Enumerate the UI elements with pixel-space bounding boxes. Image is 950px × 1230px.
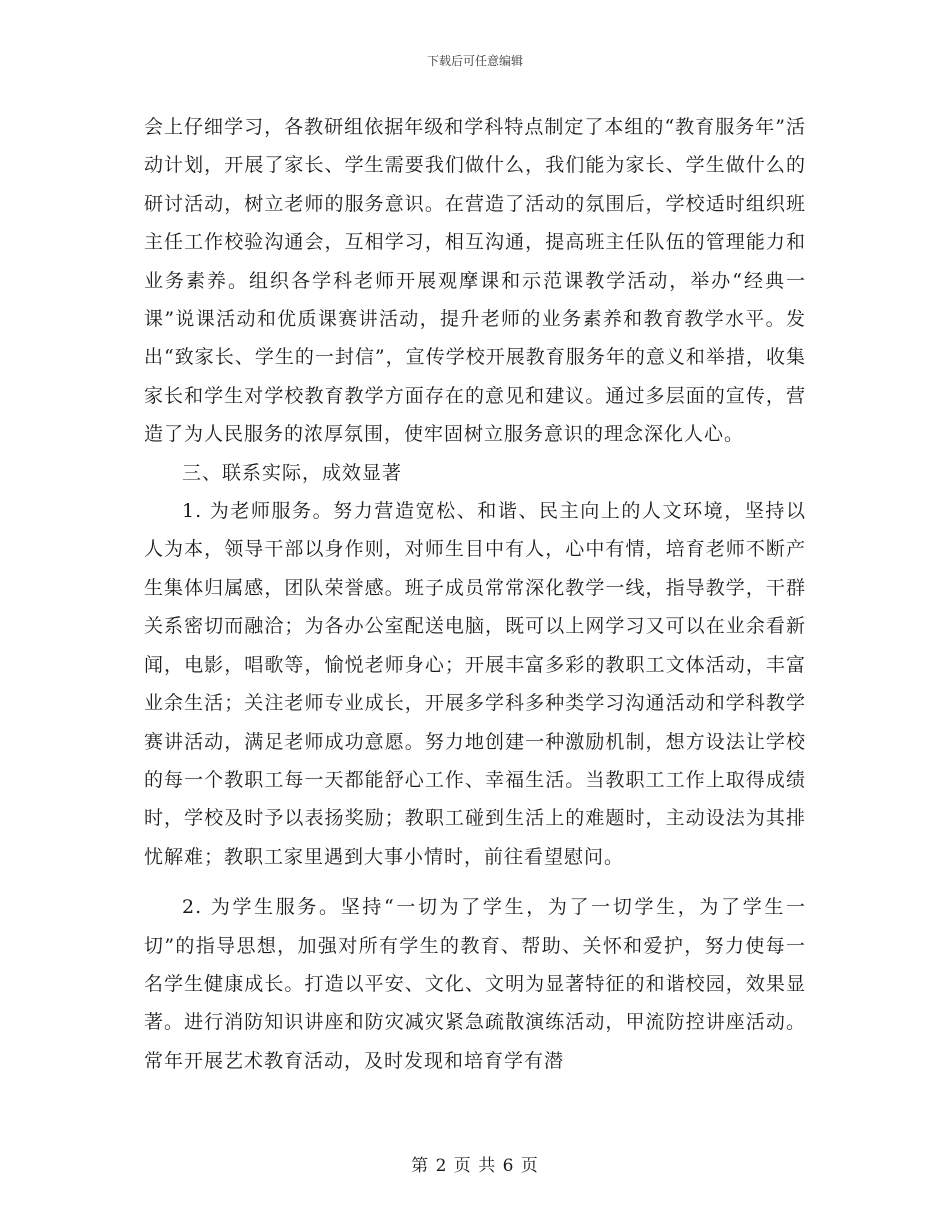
document-body	[144, 108, 806, 1080]
page-number: 第 2 页 共 6 页	[411, 1156, 539, 1176]
paragraph-student-service: 2. 为学生服务。坚持“一切为了学生，为了一切学生，为了学生一切”的指导思想，加强对所有学生的教育、帮助、关怀和爱护，努力使每一名学生健康成长。打造以平安、文化、文明为显著特征的和谐校园，效果显著。进行消防知识讲座和防灾减灾紧急疏散演练活动，甲流防控讲座活动。常年开展艺术教育活动，及时发现和培育学有潜	[144, 896, 806, 1072]
paragraph-teacher-service: 1. 为老师服务。努力营造宽松、和谐、民主向上的人文环境，坚持以人为本，领导干部以身作则，对师生目中有人，心中有情，培育老师不断产生集体归属感，团队荣誉感。班子成员常常深化教学一线，指导教学，干群关系密切而融洽；为各办公室配送电脑，既可以上网学习又可以在业余看新闻，电影，唱歌等，愉悦老师身心；开展丰富多彩的教职工文体活动，丰富业余生活；关注老师专业成长，开展多学科多种类学习沟通活动和学科教学赛讲活动，满足老师成功意愿。努力地创建一种激励机制，想方设法让学校的每一个教职工每一天都能舒心工作、幸福生活。当教职工工作上取得成绩时，学校及时予以表扬奖励；教职工碰到生活上的难题时，主动设法为其排忧解难；教职工家里遇到大事小情时，前往看望慰问。	[144, 500, 806, 868]
section-heading: 三、联系实际，成效显著	[182, 461, 403, 484]
paragraph-continued: 会上仔细学习，各教研组依据年级和学科特点制定了本组的“教育服务年”活动计划，开展了家长、学生需要我们做什么，我们能为家长、学生做什么的研讨活动，树立老师的服务意识。在营造了活动的氛围后，学校适时组织班主任工作校验沟通会，互相学习，相互沟通，提高班主任队伍的管理能力和业务素养。组织各学科老师开展观摩课和示范课教学活动，举办“经典一课”说课活动和优质课赛讲活动，提升老师的业务素养和教育教学水平。发出“致家长、学生的一封信”，宣传学校开展教育服务年的意义和举措，收集家长和学生对学校教育教学方面存在的意见和建议。通过多层面的宣传，营造了为人民服务的浓厚氛围，使牢固树立服务意识的理念深化人心。	[144, 116, 806, 446]
page-header: 下载后可任意编辑	[426, 54, 523, 68]
